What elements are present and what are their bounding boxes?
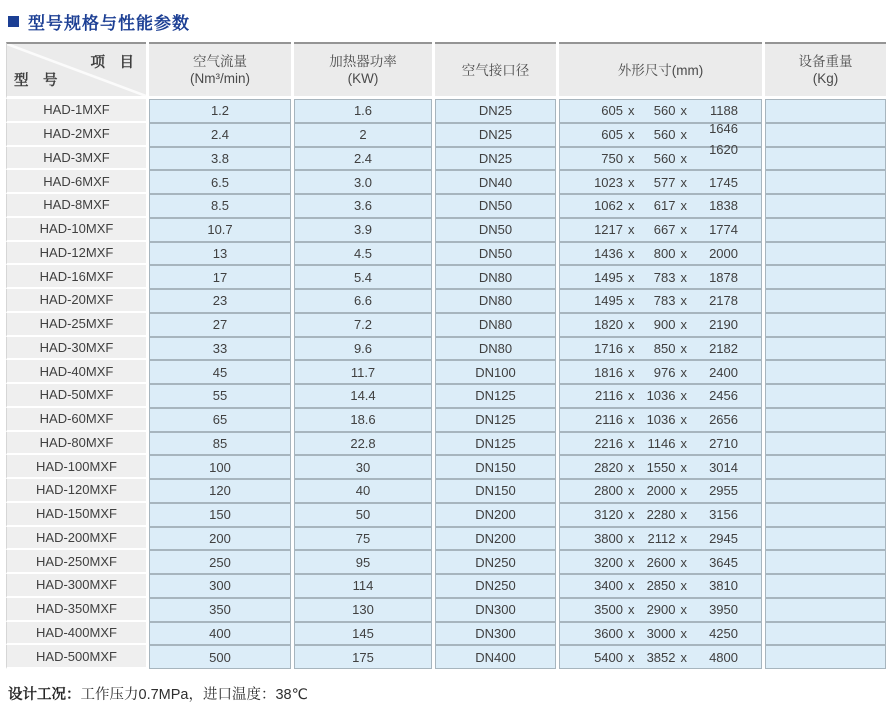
heater-power-cell: 18.6 [294, 408, 432, 432]
weight-cell [765, 408, 886, 432]
column-header-label: 空气流量 [193, 54, 247, 69]
model-cell: HAD-8MXF [6, 194, 146, 218]
dimension-separator: x [628, 293, 635, 309]
heater-power-cell: 2.4 [294, 147, 432, 171]
dimensions-cell [559, 622, 762, 646]
heater-power-cell: 4.5 [294, 242, 432, 266]
weight-cell [765, 622, 886, 646]
dimension-width: 2000 [646, 483, 676, 499]
air-port-cell: DN80 [435, 289, 556, 313]
heater-power-cell: 130 [294, 598, 432, 622]
model-cell: HAD-200MXF [6, 527, 146, 551]
dimension-separator: x [680, 625, 687, 641]
dimension-length: 3500 [594, 602, 623, 618]
dimension-width: 560 [653, 127, 676, 143]
column-header-label: 空气接口径 [461, 62, 530, 78]
dimension-height: 1745 [709, 174, 738, 190]
air-port-cell: DN200 [435, 527, 556, 551]
dimension-separator: x [628, 174, 635, 190]
air-flow-cell: 400 [149, 622, 291, 646]
dimension-width: 617 [653, 198, 676, 214]
design-conditions-label: 设计工况： [8, 687, 81, 703]
air-port-cell: DN25 [435, 123, 556, 147]
dimension-separator: x [680, 578, 687, 594]
dimension-width: 783 [653, 269, 676, 285]
dimensions-cell [559, 141, 762, 171]
heater-power-cell: 3.0 [294, 170, 432, 194]
column-header-equipment-weight [765, 42, 886, 99]
weight-cell [765, 265, 886, 289]
model-cell: HAD-120MXF [6, 479, 146, 503]
model-cell: HAD-150MXF [6, 503, 146, 527]
dimension-height: 3156 [709, 507, 738, 523]
model-cell: HAD-25MXF [6, 313, 146, 337]
weight-cell [765, 313, 886, 337]
dimension-separator: x [680, 388, 687, 404]
heater-power-cell: 22.8 [294, 432, 432, 456]
model-cell: HAD-20MXF [6, 289, 146, 313]
corner-label-model: 型 号 [14, 73, 58, 89]
dimension-height: 2710 [709, 435, 738, 451]
dimension-length: 605 [601, 103, 623, 119]
air-flow-cell: 350 [149, 598, 291, 622]
dimension-length: 605 [601, 127, 623, 143]
weight-cell [765, 170, 886, 194]
dimension-separator: x [628, 317, 635, 333]
dimension-separator: x [680, 174, 687, 190]
heater-power-cell: 3.6 [294, 194, 432, 218]
air-port-cell: DN300 [435, 598, 556, 622]
dimension-separator: x [628, 103, 635, 119]
dimension-width: 2600 [646, 554, 676, 570]
dimension-width: 2280 [646, 507, 676, 523]
air-flow-cell: 27 [149, 313, 291, 337]
dimension-separator: x [680, 530, 687, 546]
model-cell: HAD-1MXF [6, 99, 146, 123]
dimension-length: 3400 [594, 578, 623, 594]
air-flow-cell: 33 [149, 337, 291, 361]
column-header-label: 设备重量 [798, 54, 853, 69]
dimension-separator: x [680, 554, 687, 570]
dimension-length: 3800 [594, 530, 623, 546]
dimension-separator: x [628, 602, 635, 618]
air-flow-cell: 200 [149, 527, 291, 551]
dimension-height: 1878 [709, 269, 738, 285]
dimension-height: 4800 [709, 649, 738, 665]
dimension-width: 900 [653, 317, 676, 333]
weight-cell [765, 337, 886, 361]
model-cell: HAD-250MXF [6, 550, 146, 574]
column-header-label: 加热器功率 [329, 54, 397, 69]
weight-cell [765, 455, 886, 479]
dimension-length: 2800 [594, 483, 623, 499]
dimension-height: 1774 [709, 222, 738, 238]
dimension-separator: x [680, 103, 687, 119]
dimension-length: 1023 [594, 174, 623, 190]
dimensions-cell [559, 99, 762, 123]
dimensions-cell [559, 194, 762, 218]
dimension-height: 1620 [709, 141, 738, 157]
column-header-unit: (Kg) [812, 71, 839, 86]
dimension-width: 3000 [646, 625, 676, 641]
heater-power-cell: 7.2 [294, 313, 432, 337]
weight-cell [765, 99, 886, 123]
dimension-width: 3852 [646, 649, 676, 665]
dimension-length: 5400 [594, 649, 623, 665]
weight-cell [765, 503, 886, 527]
dimension-length: 3200 [594, 554, 623, 570]
dimension-width: 1036 [646, 388, 676, 404]
air-flow-cell: 10.7 [149, 218, 291, 242]
section-header [7, 9, 891, 33]
dimension-length: 2116 [595, 412, 623, 428]
dimension-separator: x [628, 649, 635, 665]
air-port-cell: DN250 [435, 574, 556, 598]
weight-cell [765, 479, 886, 503]
air-port-cell: DN150 [435, 455, 556, 479]
dimension-height: 2400 [709, 364, 738, 380]
dimension-height: 3810 [709, 578, 738, 594]
air-flow-cell: 23 [149, 289, 291, 313]
dimension-separator: x [628, 625, 635, 641]
dimensions-cell [559, 598, 762, 622]
air-port-cell: DN125 [435, 408, 556, 432]
weight-cell [765, 550, 886, 574]
air-flow-cell: 45 [149, 360, 291, 384]
dimension-width: 850 [653, 340, 676, 356]
heater-power-cell: 3.9 [294, 218, 432, 242]
heater-power-cell: 50 [294, 503, 432, 527]
corner-label-item: 项 目 [90, 55, 134, 71]
air-port-cell: DN150 [435, 479, 556, 503]
dimensions-cell [559, 289, 762, 313]
air-flow-cell: 120 [149, 479, 291, 503]
dimension-separator: x [680, 150, 687, 166]
dimension-separator: x [628, 459, 635, 475]
dimension-width: 2850 [646, 578, 676, 594]
dimension-separator: x [628, 364, 635, 380]
air-port-cell: DN50 [435, 242, 556, 266]
column-header-label: 外形尺寸(mm) [617, 62, 704, 78]
dimension-length: 1436 [594, 245, 623, 261]
heater-power-cell: 9.6 [294, 337, 432, 361]
dimension-height: 3014 [709, 459, 738, 475]
dimension-height: 2182 [709, 340, 738, 356]
dimension-height: 2945 [709, 530, 738, 546]
air-port-cell: DN80 [435, 313, 556, 337]
column-header-air-port-diameter [435, 42, 556, 99]
air-flow-cell: 6.5 [149, 170, 291, 194]
weight-cell [765, 574, 886, 598]
air-flow-cell: 100 [149, 455, 291, 479]
dimension-separator: x [628, 340, 635, 356]
weight-cell [765, 527, 886, 551]
air-port-cell: DN125 [435, 384, 556, 408]
air-flow-cell: 85 [149, 432, 291, 456]
air-port-cell: DN250 [435, 550, 556, 574]
heater-power-cell: 145 [294, 622, 432, 646]
weight-cell [765, 242, 886, 266]
air-flow-cell: 500 [149, 645, 291, 669]
dimension-length: 1495 [594, 269, 623, 285]
dimensions-cell [559, 384, 762, 408]
heater-power-cell: 5.4 [294, 265, 432, 289]
dimensions-cell [559, 503, 762, 527]
dimension-length: 1062 [594, 198, 623, 214]
dimension-height: 2000 [709, 245, 738, 261]
air-port-cell: DN300 [435, 622, 556, 646]
air-port-cell: DN50 [435, 218, 556, 242]
dimension-height: 2656 [709, 412, 738, 428]
dimension-separator: x [628, 150, 635, 166]
heater-power-cell: 95 [294, 550, 432, 574]
air-flow-cell: 17 [149, 265, 291, 289]
column-header-dimensions [559, 42, 762, 99]
dimension-length: 750 [601, 150, 623, 166]
dimension-length: 1716 [594, 340, 623, 356]
dimension-width: 976 [653, 364, 676, 380]
dimension-separator: x [628, 127, 635, 143]
dimension-height: 3645 [709, 554, 738, 570]
dimension-separator: x [680, 483, 687, 499]
dimension-length: 2216 [594, 435, 623, 451]
model-cell: HAD-100MXF [6, 455, 146, 479]
heater-power-cell: 30 [294, 455, 432, 479]
air-flow-cell: 3.8 [149, 147, 291, 171]
air-flow-cell: 55 [149, 384, 291, 408]
model-cell: HAD-350MXF [6, 598, 146, 622]
heater-power-cell: 1.6 [294, 99, 432, 123]
dimension-separator: x [680, 364, 687, 380]
model-cell: HAD-50MXF [6, 384, 146, 408]
dimension-width: 1146 [647, 435, 676, 451]
model-cell: HAD-12MXF [6, 242, 146, 266]
model-cell: HAD-30MXF [6, 337, 146, 361]
dimension-separator: x [628, 483, 635, 499]
dimension-separator: x [680, 649, 687, 665]
dimension-separator: x [680, 127, 687, 143]
dimension-length: 1816 [594, 364, 623, 380]
heater-power-cell: 6.6 [294, 289, 432, 313]
dimension-separator: x [628, 412, 635, 428]
heater-power-cell: 40 [294, 479, 432, 503]
model-cell: HAD-500MXF [6, 645, 146, 669]
dimension-separator: x [680, 459, 687, 475]
dimension-separator: x [680, 602, 687, 618]
air-port-cell: DN200 [435, 503, 556, 527]
dimension-separator: x [628, 554, 635, 570]
model-cell: HAD-6MXF [6, 170, 146, 194]
dimensions-cell [559, 170, 762, 194]
dimensions-cell [559, 479, 762, 503]
air-port-cell: DN400 [435, 645, 556, 669]
model-cell: HAD-300MXF [6, 574, 146, 598]
dimension-height: 1646 [709, 121, 738, 137]
dimension-separator: x [628, 530, 635, 546]
dimension-separator: x [628, 435, 635, 451]
heater-power-cell: 14.4 [294, 384, 432, 408]
dimensions-cell [559, 265, 762, 289]
air-port-cell: DN80 [435, 337, 556, 361]
dimension-length: 3120 [594, 507, 623, 523]
dimensions-cell [559, 218, 762, 242]
weight-cell [765, 432, 886, 456]
dimension-width: 783 [653, 293, 676, 309]
dimensions-cell [559, 313, 762, 337]
dimension-width: 2900 [646, 602, 676, 618]
dimension-height: 2456 [709, 388, 738, 404]
air-flow-cell: 250 [149, 550, 291, 574]
page-title: 型号规格与性能参数 [28, 13, 190, 33]
dimension-separator: x [680, 435, 687, 451]
model-cell: HAD-16MXF [6, 265, 146, 289]
dimension-separator: x [680, 245, 687, 261]
weight-cell [765, 147, 886, 171]
dimensions-cell [559, 242, 762, 266]
dimensions-cell [559, 408, 762, 432]
dimension-separator: x [628, 222, 635, 238]
dimensions-cell [559, 337, 762, 361]
model-cell: HAD-60MXF [6, 408, 146, 432]
dimension-height: 2190 [709, 317, 738, 333]
model-cell: HAD-400MXF [6, 622, 146, 646]
model-cell: HAD-3MXF [6, 147, 146, 171]
air-port-cell: DN25 [435, 147, 556, 171]
section-bullet-icon [8, 16, 19, 27]
dimension-separator: x [680, 222, 687, 238]
model-cell: HAD-40MXF [6, 360, 146, 384]
heater-power-cell: 11.7 [294, 360, 432, 384]
air-flow-cell: 8.5 [149, 194, 291, 218]
air-flow-cell: 2.4 [149, 123, 291, 147]
dimensions-cell [559, 645, 762, 669]
air-flow-cell: 13 [149, 242, 291, 266]
air-port-cell: DN125 [435, 432, 556, 456]
dimension-separator: x [628, 245, 635, 261]
model-cell: HAD-10MXF [6, 218, 146, 242]
dimension-separator: x [680, 269, 687, 285]
dimension-length: 3600 [594, 625, 623, 641]
dimensions-cell [559, 432, 762, 456]
design-conditions-text: 工作压力0.7MPa，进口温度：38℃ [80, 687, 308, 703]
air-flow-cell: 1.2 [149, 99, 291, 123]
dimensions-cell [559, 574, 762, 598]
air-port-cell: DN25 [435, 99, 556, 123]
weight-cell [765, 194, 886, 218]
heater-power-cell: 175 [294, 645, 432, 669]
dimension-length: 1495 [594, 293, 623, 309]
dimension-separator: x [628, 269, 635, 285]
dimension-width: 560 [653, 150, 676, 166]
dimension-height: 1838 [709, 198, 738, 214]
column-header-heater-power [294, 42, 432, 99]
dimension-length: 1217 [594, 222, 623, 238]
dimension-length: 1820 [594, 317, 623, 333]
air-port-cell: DN80 [435, 265, 556, 289]
dimension-separator: x [628, 388, 635, 404]
dimension-width: 577 [653, 174, 676, 190]
corner-header-cell [6, 42, 146, 99]
dimension-height: 4250 [709, 625, 738, 641]
weight-cell [765, 598, 886, 622]
air-flow-cell: 300 [149, 574, 291, 598]
model-cell: HAD-2MXF [6, 123, 146, 147]
air-port-cell: DN50 [435, 194, 556, 218]
dimension-width: 800 [653, 245, 676, 261]
dimension-separator: x [680, 317, 687, 333]
air-port-cell: DN40 [435, 170, 556, 194]
weight-cell [765, 384, 886, 408]
air-port-cell: DN100 [435, 360, 556, 384]
dimensions-cell [559, 360, 762, 384]
dimension-width: 560 [653, 103, 676, 119]
dimension-width: 1550 [646, 459, 676, 475]
dimension-width: 2112 [647, 530, 676, 546]
dimension-width: 1036 [646, 412, 676, 428]
dimension-separator: x [628, 198, 635, 214]
dimension-height: 3950 [709, 602, 738, 618]
dimension-width: 667 [653, 222, 676, 238]
dimension-separator: x [628, 507, 635, 523]
column-header-unit: (KW) [347, 71, 379, 86]
dimensions-cell [559, 527, 762, 551]
dimension-separator: x [680, 507, 687, 523]
weight-cell [765, 123, 886, 147]
weight-cell [765, 289, 886, 313]
dimensions-cell [559, 455, 762, 479]
weight-cell [765, 360, 886, 384]
design-conditions-note [8, 683, 891, 704]
air-flow-cell: 150 [149, 503, 291, 527]
weight-cell [765, 218, 886, 242]
dimension-separator: x [628, 578, 635, 594]
heater-power-cell: 114 [294, 574, 432, 598]
column-header-air-flow [149, 42, 291, 99]
dimension-height: 1188 [710, 103, 738, 119]
weight-cell [765, 645, 886, 669]
dimension-separator: x [680, 293, 687, 309]
dimension-separator: x [680, 412, 687, 428]
dimensions-cell [559, 550, 762, 574]
heater-power-cell: 2 [294, 123, 432, 147]
column-header-unit: (Nm³/min) [190, 71, 250, 86]
heater-power-cell: 75 [294, 527, 432, 551]
dimension-separator: x [680, 340, 687, 356]
air-flow-cell: 65 [149, 408, 291, 432]
dimension-length: 2116 [595, 388, 623, 404]
dimension-length: 2820 [594, 459, 623, 475]
model-cell: HAD-80MXF [6, 432, 146, 456]
spec-table [6, 42, 886, 669]
dimension-separator: x [680, 198, 687, 214]
dimension-height: 2955 [709, 483, 738, 499]
dimension-height: 2178 [709, 293, 738, 309]
